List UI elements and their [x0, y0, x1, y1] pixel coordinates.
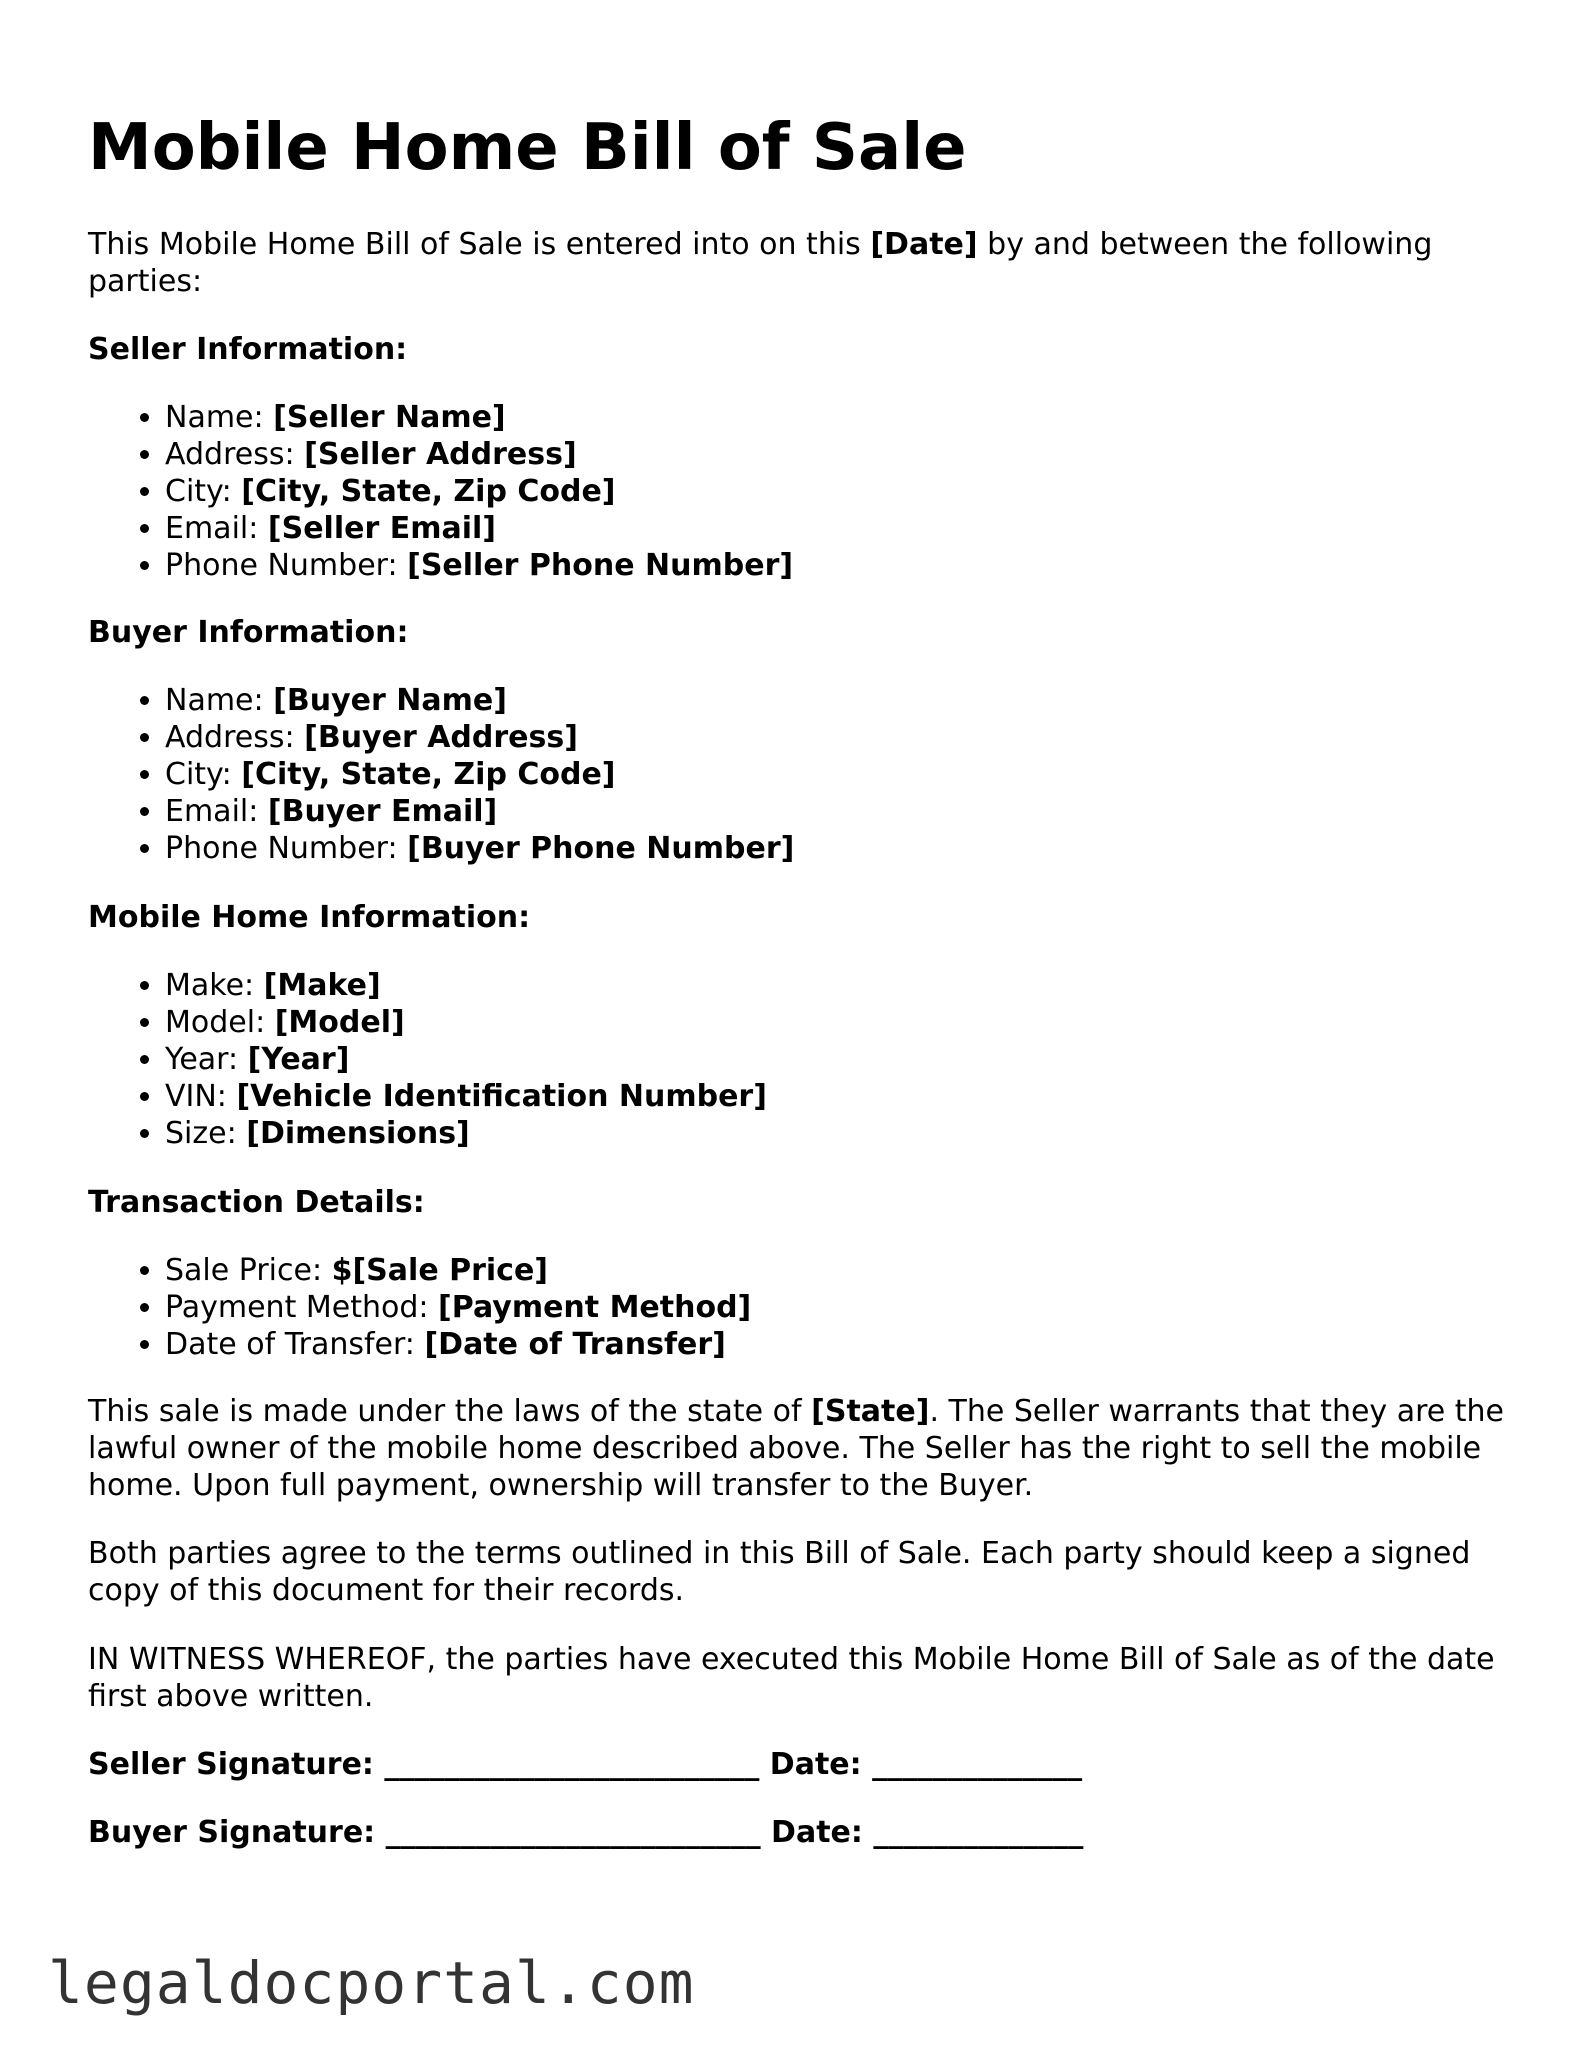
list-item [165, 967, 767, 1004]
item-label: Size: [165, 1116, 247, 1151]
item-value: [City, State, Zip Code] [241, 474, 616, 509]
list-item [165, 547, 793, 584]
law-paragraph [88, 1393, 1508, 1504]
item-value: [Vehicle Identification Number] [236, 1079, 767, 1114]
list-item [165, 1326, 751, 1363]
intro-paragraph [88, 226, 1508, 300]
item-value: [Buyer Email] [267, 794, 498, 829]
item-label: Payment Method: [165, 1290, 439, 1325]
list-item [165, 682, 794, 719]
list-item [165, 1115, 767, 1152]
item-value: [Seller Address] [304, 437, 577, 472]
item-value: [Make] [263, 968, 381, 1003]
list-item [165, 436, 793, 473]
list-item [165, 1252, 751, 1289]
item-value: [Seller Phone Number] [407, 548, 794, 583]
item-label: VIN: [165, 1079, 237, 1114]
intro-text-after: by and between the following parties: [88, 227, 1433, 299]
item-value: [Payment Method] [438, 1290, 752, 1325]
mobile-home-heading: Mobile Home Information: [88, 900, 531, 935]
item-value: [Buyer Address] [304, 720, 578, 755]
agreement-paragraph: Both parties agree to the terms outlined in this Bill of Sale. Each party should keep a signed copy of this document for their records. [88, 1536, 1471, 1608]
item-label: City: [165, 757, 242, 792]
item-label: Date of Transfer: [165, 1327, 425, 1362]
seller-info-list [88, 399, 793, 584]
item-value: [City, State, Zip Code] [241, 757, 616, 792]
list-item [165, 756, 794, 793]
buyer-heading: Buyer Information: [88, 615, 409, 650]
date-placeholder: [Date] [870, 227, 978, 262]
item-label: Email: [165, 511, 268, 546]
item-label: Address: [165, 720, 305, 755]
item-value: $[Sale Price] [331, 1253, 549, 1288]
law-text-before: This sale is made under the laws of the state of [88, 1394, 812, 1429]
item-value: [Seller Name] [273, 400, 506, 435]
item-label: Model: [165, 1005, 275, 1040]
item-value: [Date of Transfer] [424, 1327, 726, 1362]
item-label: City: [165, 474, 242, 509]
list-item [165, 1078, 767, 1115]
seller-signature-line: Seller Signature: _________________________ Date: ______________ [88, 1747, 1083, 1782]
list-item [165, 399, 793, 436]
item-value: [Buyer Name] [273, 683, 507, 718]
item-value: [Buyer Phone Number] [407, 831, 795, 866]
list-item [165, 793, 794, 830]
list-item [165, 473, 793, 510]
item-label: Address: [165, 437, 305, 472]
site-watermark: legaldocportal.com [48, 1949, 695, 2017]
list-item [165, 1004, 767, 1041]
buyer-signature-line: Buyer Signature: _________________________ Date: ______________ [88, 1815, 1084, 1850]
state-placeholder: [State] [811, 1394, 930, 1429]
item-label: Email: [165, 794, 268, 829]
intro-text-before: This Mobile Home Bill of Sale is entered into on this [88, 227, 871, 262]
item-value: [Year] [247, 1042, 350, 1077]
transaction-heading: Transaction Details: [88, 1185, 425, 1220]
item-label: Year: [165, 1042, 248, 1077]
item-label: Phone Number: [165, 831, 408, 866]
list-item [165, 719, 794, 756]
list-item [165, 1041, 767, 1078]
list-item [165, 1289, 751, 1326]
item-value: [Dimensions] [246, 1116, 470, 1151]
list-item [165, 830, 794, 867]
document-title: Mobile Home Bill of Sale [88, 111, 967, 185]
mobile-home-info-list [88, 967, 767, 1152]
item-label: Phone Number: [165, 548, 408, 583]
witness-paragraph: IN WITNESS WHEREOF, the parties have executed this Mobile Home Bill of Sale as of the date first above written. [88, 1642, 1495, 1714]
transaction-details-list [88, 1252, 751, 1363]
law-text-after: . The Seller warrants that they are the lawful owner of the mobile home described above. The Seller has the right to sell the mobile home. Upon full payment, ownership will transfer to the Buyer. [88, 1394, 1504, 1503]
item-label: Name: [165, 400, 274, 435]
seller-heading: Seller Information: [88, 332, 408, 367]
item-label: Name: [165, 683, 274, 718]
item-value: [Seller Email] [267, 511, 496, 546]
list-item [165, 510, 793, 547]
buyer-info-list [88, 682, 794, 867]
item-label: Sale Price: [165, 1253, 332, 1288]
item-label: Make: [165, 968, 264, 1003]
item-value: [Model] [274, 1005, 405, 1040]
